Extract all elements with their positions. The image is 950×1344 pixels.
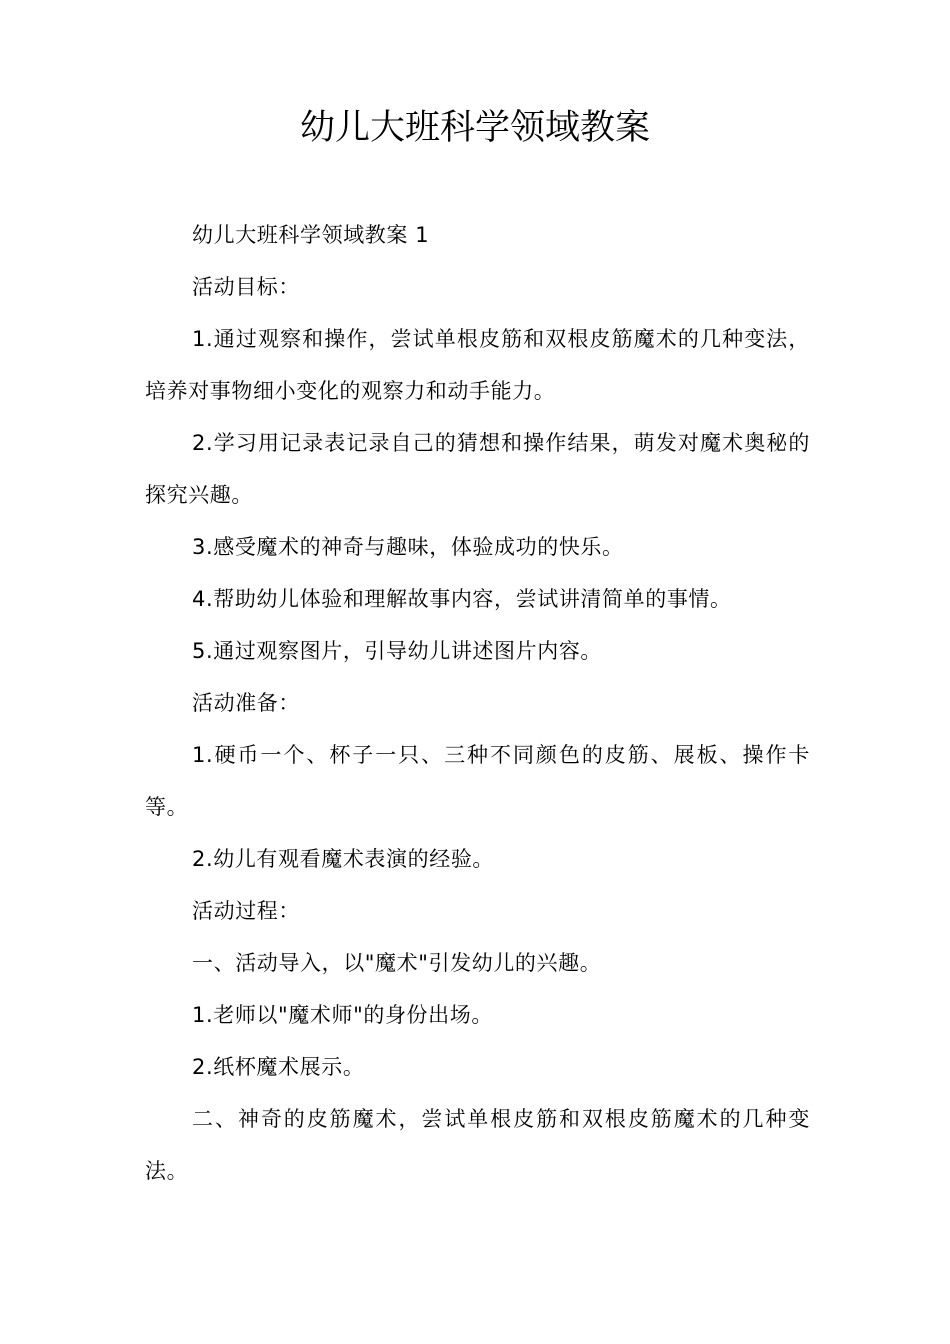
paragraph-goal-5: 5.通过观察图片，引导幼儿讲述图片内容。 (192, 639, 603, 663)
paragraph-prep-2: 2.幼儿有观看魔术表演的经验。 (192, 847, 495, 871)
paragraph-process-step-1-2: 2.纸杯魔术展示。 (192, 1055, 365, 1079)
document-body (145, 209, 810, 1197)
paragraph-goal-2: 2.学习用记录表记录自己的猜想和操作结果，萌发对魔术奥秘的探究兴趣。 (145, 431, 810, 507)
paragraph-goals-heading: 活动目标： (192, 275, 300, 299)
paragraph-process-step-2: 二、神奇的皮筋魔术，尝试单根皮筋和双根皮筋魔术的几种变法。 (145, 1107, 810, 1183)
paragraph-goal-3: 3.感受魔术的神奇与趣味，体验成功的快乐。 (192, 535, 624, 559)
paragraph-process-heading: 活动过程： (192, 899, 300, 923)
paragraph-process-step-1: 一、活动导入，以"魔术"引发幼儿的兴趣。 (192, 951, 602, 975)
paragraph-goal-4: 4.帮助幼儿体验和理解故事内容，尝试讲清简单的事情。 (192, 587, 732, 611)
paragraph-prep-heading: 活动准备： (192, 691, 300, 715)
paragraph-goal-1: 1.通过观察和操作，尝试单根皮筋和双根皮筋魔术的几种变法，培养对事物细小变化的观察力和动手能力。 (145, 327, 810, 403)
paragraph-prep-1: 1.硬币一个、杯子一只、三种不同颜色的皮筋、展板、操作卡等。 (145, 743, 810, 819)
paragraph-process-step-1-1: 1.老师以"魔术师"的身份出场。 (192, 1003, 493, 1027)
paragraph-section-heading: 幼儿大班科学领域教案 1 (192, 223, 430, 247)
document-title: 幼儿大班科学领域教案 (299, 108, 650, 148)
